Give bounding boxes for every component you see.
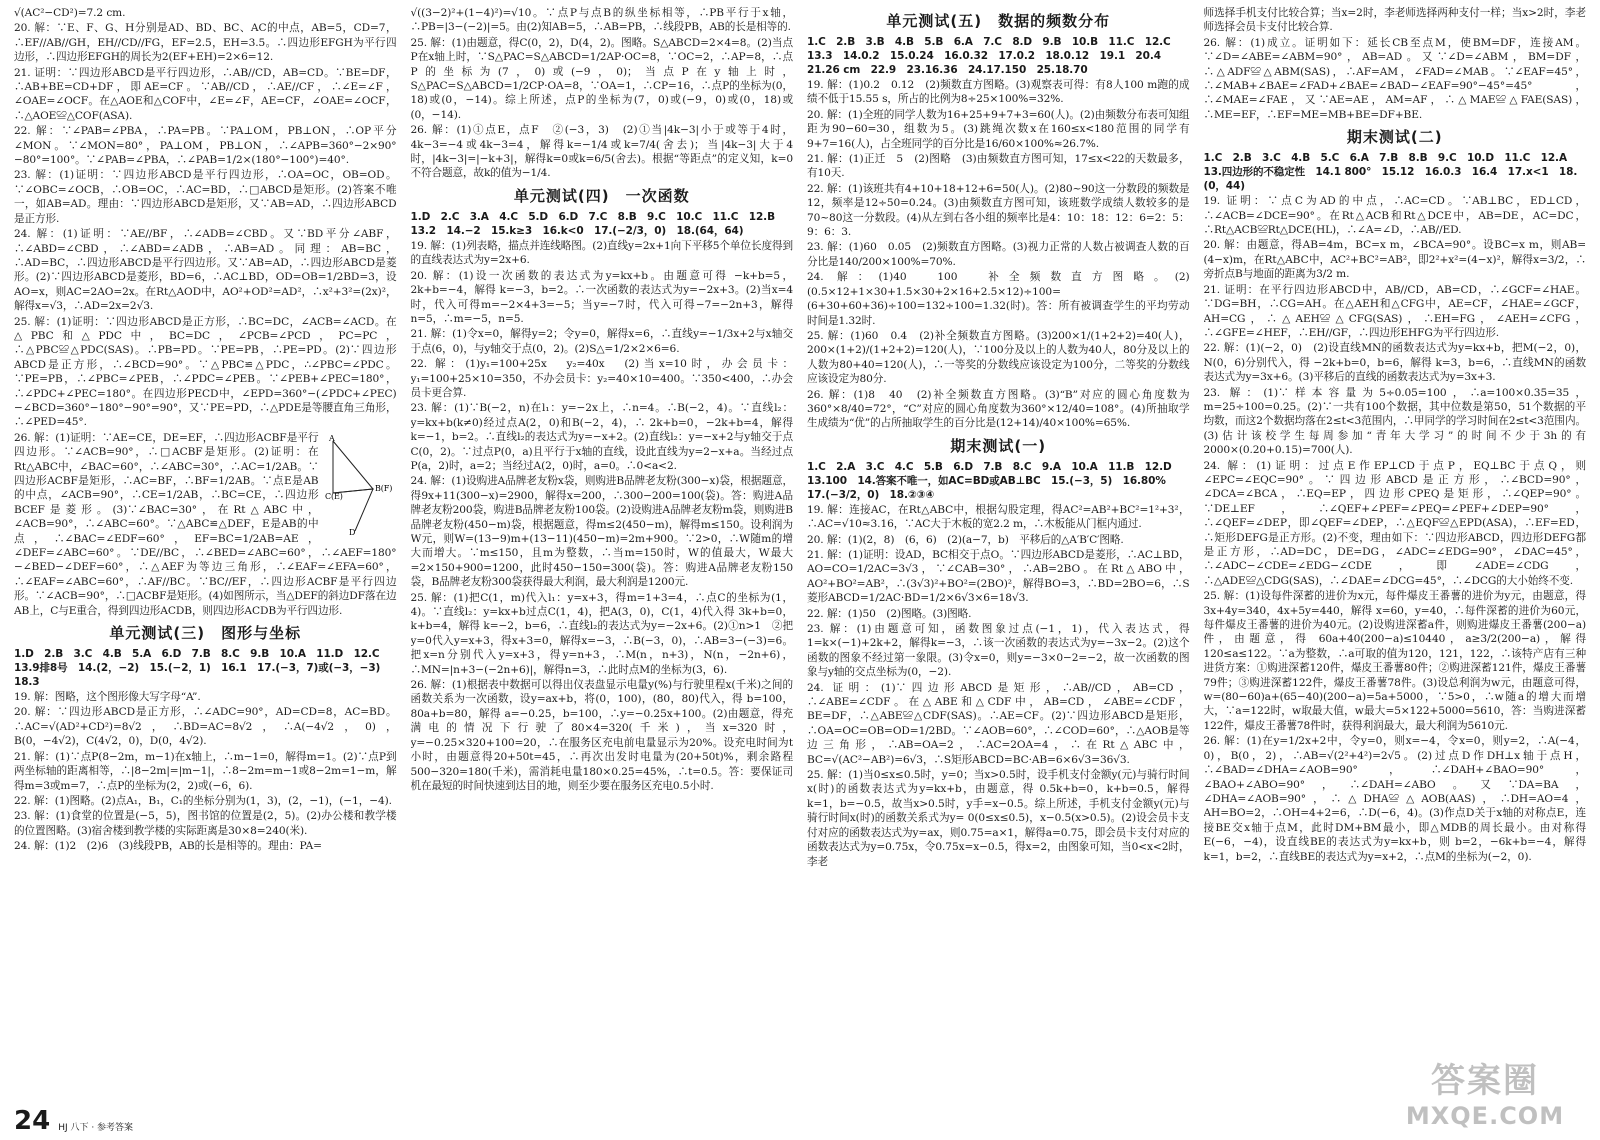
column-3 — [807, 6, 1190, 1106]
solution-paragraph: 24. 解：(1)40 100 补全频数直方图略。(2)(0.5×12+1×30+1.5×30+2×16+2.5×12)÷100=(6+30+60+36)÷100=132÷100=1.32(时)。答：所有被调查学生的平均劳动时间是1.32时. — [807, 271, 1190, 327]
page-number: 24 — [14, 1106, 51, 1136]
solution-paragraph: 23. 解：(1)60 0.05 (2)频数直方图略。(3)视力正常的人数占被调查人数的百分比是140/200×100%=70%. — [807, 241, 1190, 268]
solution-paragraph: 23. 解：(1)∵B(−2，n)在l₁：y=−2x上，∴n=4。∴B(−2，4)。∵直线l₂：y=kx+b(k≠0)经过点A(2，0)和B(−2，4)，∴ 2k+b=0，−2k+b=4，解得 k=−1，b=2。∴直线l₂的表达式为y=−x+2。(2)直线l₂：y=−x+2与y轴交于点C(0，2)。∵过点P(0，a)且平行于x轴的直线，设此直线为y=2−x+a。当经过点P(a，2)时，a=2；当经过A(2，0)时，a=0。∴0<a<2. — [410, 402, 793, 472]
solution-paragraph: 25. 解：(1)设每件深蓄的进价为x元，每件爆皮王番薯的进价为y元，由题意，得 3x+4y=340，4x+5y=440，解得 x=60，y=40，∴每件深蓄的进价为60元，每件爆皮王番薯的进价为40元。(2)设购进深蓄a件，则购进爆皮王番薯(200−a)件，由题意，得 60a+40(200−a)≤10440，a≥3/2(200−a)，解得120≤a≤122。∵a为整数，∴a可取的值为120，121，122，∴该特产店有三种进货方案：①购进深蓄120件，爆皮王番薯80件；②购进深蓄121件，爆皮王番薯79件；③购进深蓄122件，爆皮王番薯78件。(3)设总利润为w元，由题意可得，w=(80−60)a+(65−40)(200−a)=5a+5000，∵5>0，∴w随a的增大而增大，∵a=122时，w取最大值，w最大=5×122+5000=5610，答：当购进深蓄122件，爆皮王番薯78件时，获得利润最大，最大利润为5610元. — [1203, 590, 1586, 732]
solution-paragraph: 19. 解：(1)列表略，描点并连线略图。(2)直线y=2x+1向下平移5个单位长度得到的直线表达式为y=2x+6. — [410, 239, 793, 267]
page-footer — [14, 1108, 133, 1134]
solution-paragraph: 22. 解：(1)y₁=100+25x y₂=40x (2)当x=10时，办会员卡：y₁=100+25×10=350，不办会员卡：y₂=40×10=400。∵350<400，∴办会员卡更合算. — [410, 358, 793, 399]
solution-paragraph: 20. 解：∵四边形ABCD是正方形，∴∠ADC=90°，AD=CD=8，AC=BD。∴AC=√(AD²+CD²)=8√2，∴BD=AC=8√2，∴A(−4√2，0)，B(0，−4√2)，C(4√2，0)，D(0，4√2). — [14, 706, 397, 748]
multiple-choice-answers: 1.D 2.B 3.C 4.B 5.A 6.D 7.B 8.C 9.B 10.A 11.D 12.C 13.9排8号 14.(2，−2) 15.(−2，1) 16.1 17.(−3，7)或(−3，−3) 18.3 — [14, 648, 391, 689]
solution-paragraph: 25. 解：(1)证明：∵四边形ABCD是正方形，∴BC=DC，∠ACB=∠ACD。在△PBC和△PDC中，BC=DC，∠PCB=∠PCD，PC=PC，∴△PBC≌△PDC(SAS)。∴PB=PD。∵PE=PB，∴PE=PD。(2)∵四边形ABCD是正方形，∴∠BCD=90°。∵△PBC≌△PDC，∴∠PBC=∠PDC。∵PE=PB，∴∠PBC=∠PEB，∴∠PDC=∠PEB。∵∠PEB+∠PEC=180°，∴∠PDC+∠PEC=180°。在四边形PECD中，∠EPD=360°−(∠PDC+∠PEC)−∠BCD=360°−180°−90°=90°，又∵PE=PD，∴△PDE是等腰直角三角形，∴∠PED=45°. — [14, 315, 397, 429]
watermark-logo — [1390, 1052, 1580, 1130]
solution-paragraph: 23. 解：(1)由题意可知，函数图象过点(−1，1)，代入表达式，得1=k×(−1)+2k+2，解得k=−3，∴该一次函数的表达式为y=−3x−2。(2)这个函数的图象不经过第一象限。(3)令x=0，则y=−3×0−2=−2，故一次函数的图象与y轴的交点坐标为(0，−2). — [807, 623, 1190, 679]
solution-paragraph: 24. 证明：(1)∵四边形ABCD是矩形，∴AB//CD，AB=CD，∴∠ABE=∠CDF。在△ABE和△CDF中，AB=CD，∠ABE=∠CDF，BE=DF，∴△ABE≌△CDF(SAS)。∴AE=CF。(2)∵四边形ABCD是矩形，∴OA=OC=OB=OD=1/2BD。∵∠AOB=60°，∴∠COD=60°，∴△AOB是等边三角形，∴AB=OA=2，∴AC=2OA=4，∴在Rt△ABC中，BC=√(AC²−AB²)=6√3，∴S矩形ABCD=BC·AB=6×6√3=36√3. — [807, 681, 1190, 766]
section-title: 单元测试(四) 一次函数 — [513, 186, 690, 205]
figure-label: D — [348, 527, 355, 537]
solution-paragraph: 21. 证明：∵四边形ABCD是平行四边形，∴AB//CD，AB=CD。∵BE=DF，∴AB+BE=CD+DF，即AE=CF。∵AB//CD，∴AE//CF，∴∠E=∠F，∠OAE=∠OCF。在△AOE和△COF中，∠E=∠F，AE=CF，∠OAE=∠OCF，∴△AOE≌△COF(ASA). — [14, 66, 397, 122]
solution-paragraph: 师选择手机支付比较合算；当x=2时，李老师选择两种支付一样；当x>2时，李老师选择会员卡支付比较合算. — [1203, 7, 1586, 34]
multiple-choice-answers: 1.C 2.A 3.C 4.C 5.B 6.D 7.B 8.C 9.A 10.A 11.B 12.D 13.100 14.答案不唯一，如AC=BD或AB⊥BC 15.(−3，5) 16.80% 17.(−3/2，0) 18.②③④ — [807, 460, 1183, 501]
figure-label: C(E) — [324, 491, 343, 501]
solution-paragraph: 25. 解：(1)当0≤x≤0.5时，y=0；当x>0.5时，设手机支付金额y(元)与骑行时间x(时)的函数表达式为y=kx+b，由题意，得 0.5k+b=0，k+b=0.5，解得 k=1，b=−0.5，故当x>0.5时，y手=x−0.5。综上所述，手机支付金额y(元)与骑行时间x(时)的函数关系式为y= 0(0≤x≤0.5)，x−0.5(x>0.5)。(2)设会员卡支付对应的函数表达式为y=ax，则0.75=a×1，解得a=0.75，即会员卡支付对应的函数表达式为y=0.75x，令0.75x=x−0.5，得x=2，由图象可知，当0<x<2时，李老 — [807, 769, 1190, 868]
solution-paragraph: 20. 解：由题意，得AB=4m，BC=x m，∠BCA=90°。设BC=x m，则AB=(4−x)m，在Rt△ABC中，AC²+BC²=AB²，即2²+x²=(4−x)²，解得x=3/2，∴旁折点B与地面的距离为3/2 m. — [1203, 239, 1586, 281]
solution-paragraph: 26. 解：(1)8 40 (2)补全频数直方图略。(3)“B”对应的圆心角度数为360°×8/40=72°，“C”对应的圆心角度数为360°×12/40=108°。(4)所抽取学生成绩为“优”的占所抽取学生的百分比是(12+14)/40×100%=65%. — [807, 388, 1190, 430]
solution-paragraph: 20. 解：(1)全班的同学人数为16+25+9+7+3=60(人)。(2)由频数分布表可知组距为90−60=30，组数为5。(3)跳绳次数x在160≤x<180范围的同学有9+7=16(人)，占全班同学的百分比是16/60×100%≈26.7%. — [807, 108, 1190, 150]
solution-paragraph: 19. 解：连接AC，在Rt△ABC中，根据勾股定理，得AC²=AB²+BC²=1²+3²，∴AC=√10≈3.16，∵AC大于木板的宽2.2 m，∴木板能从门框内通过. — [807, 503, 1190, 531]
section-title: 单元测试(三) 图形与坐标 — [109, 624, 302, 643]
solution-paragraph: 21. 解：(1)证明：设AD，BC相交于点O。∵四边形ABCD是菱形，∴AC⊥BD，AO=CO=1/2AC=3√3，∵∠CAB=30°，∴AB=2BO。在Rt△ABO中，AO²+BO²=AB²，∴(3√3)²+BO²=(2BO)²，解得BO=3，∴BD=2BO=6，∴S菱形ABCD=1/2AC·BD=1/2×6√3×6=18√3. — [807, 548, 1190, 605]
solution-paragraph: 21. 解：(1)正迁 5 (2)图略 (3)由频数直方图可知，17≤x<22的天数最多，有10天. — [807, 153, 1190, 180]
solution-paragraph: 19. 解：(1)0.2 0.12 (2)频数直方图略。(3)观察表可得：有8人100 m跑的成绩不低于15.55 s，所占的比例为8÷25×100%=32%. — [807, 79, 1190, 106]
columns — [14, 6, 1586, 1106]
footer-label: HJ 八下 · 参考答案 — [58, 1123, 134, 1133]
solution-paragraph: 26. 解：(1)在y=1/2x+2中，令y=0，则x=−4，令x=0，则y=2，∴A(−4，0)，B(0，2)，∴AB=√(2²+4²)=2√5。(2)过点D作DH⊥x轴于点H，∴∠BAD=∠DHA=∠AOB=90°，∴∠DAH+∠BAO=90°，∠BAO+∠ABO=90°，∴∠DAH=∠ABO。又∵DA=BA，∠DHA=∠AOB=90°，∴△DHA≌△AOB(AAS)，∴DH=AO=4，AH=BO=2，∴OH=4+2=6，∴D(−6，4)。(3)作点D关于x轴的对称点E，连接BE交x轴于点M，此时DM+BM最小，即△MDB的周长最小。由对称得E(−6，−4)，设直线BE的表达式为y=kx+b，则 b=2，−6k+b=−4，解得 k=1，b=2，∴直线BE的表达式为y=x+2，∴点M的坐标为(−2，0). — [1203, 735, 1586, 863]
solution-paragraph: 21. 解：(1)令x=0，解得y=2；令y=0，解得x=6，∴直线y=−1/3x+2与x轴交于点(6，0)，与y轴交于点(0，2)。(2)S△=1/2×2×6=6. — [410, 328, 793, 355]
solution-paragraph: 22. 解：(1)该班共有4+10+18+12+6=50(人)。(2)80~90这一分数段的频数是12，频率是12÷50=0.24。(3)由频数直方图可知，该班数学成绩人数较多的是70~80这一分数段。(4)从左到右各小组的频率比是4：10：18：12：6=2：5：9：6：3. — [807, 182, 1190, 239]
solution-paragraph: 24. 解：(1)2 (2)6 (3)线段PB，AB的长是相等的。理由：PA= — [14, 840, 322, 853]
multiple-choice-answers: 1.C 2.B 3.B 4.B 5.B 6.A 7.C 8.D 9.B 10.B 11.C 12.C 13.3 14.0.2 15.0.24 16.0.32 17.0.2 18.0.12 19.1 20.4 21.26 cm 22.9 23.16.36 24.17.150 25.18.70 — [807, 36, 1182, 76]
solution-paragraph: 25. 解：(1)60 0.4 (2)补全频数直方图略。(3)200×1/(1+2+2)=40(人)，200×(1+2)/(1+2+2)=120(人)，∵100分及以上的人数为40人，80分及以上的人数为80+40=120(人)，∴一等奖的分数线应该设定为100分，二等奖的分数线应该设定为80分. — [807, 329, 1190, 386]
solution-paragraph: 26. 解：(1)成立。证明如下：延长CB至点M，使BM=DF，连接AM。∵∠D=∠ABE=∠ABM=90°，AB=AD。又∵∠D=∠ABM，BM=DF，∴△ADF≌△ABM(SAS)，∴AF=AM，∠FAD=∠MAB。∵∠EAF=45°，∴∠MAB+∠BAE=∠FAD+∠BAE=∠BAD−∠EAF=90°−45°=45°，∴∠MAE=∠FAE，又∵AE=AE，AM=AF，∴△MAE≌△FAE(SAS)，∴ME=EF，∴EF=ME=MB+BE=DF+BE. — [1203, 36, 1586, 121]
solution-paragraph: 26. 解：(1)证明：∵AE=CE，DE=EF，∴四边形ACBF是平行四边形。∵∠ACB=90°，∴□ACBF是矩形。(2)证明：在Rt△ABC中，∠BAC=60°，∴∠ABC=30°，∴AC=1/2AB。∵四边形ACBF是矩形，∴AC=BF，∴BF=1/2AB。∵点E是AB的中点，∠ACB=90°，∴CE=1/2AB，∴BC=CE，∴四边形BCEF是菱形。(3)∵∠BAC=30°，在Rt△ABC中，∠ACB=90°，∴∠ABC=60°。∵△ABC≌△DEF，E是AB的中点，∴∠BAC=∠EDF=60°，EF=BC=1/2AB=AE，∠DEF=∠ABC=60°。∵DE//BC，∴∠BED=∠ABC=60°，∴∠AEF=180°−∠BED−∠DEF=60°，∴△AEF为等边三角形，∴∠EAF=∠EFA=60°，∴∠EAF=∠ABC=60°，∴AF//BC。∵BC//EF，∴四边形ACBF是平行四边形。∵∠ACB=90°，∴□ACBF是矩形。(4)如图所示，当△DEF的斜边DF落在边AB上，C与E重合，得到四边形ACDB，则四边形ACDB为平行四边形. — [14, 431, 397, 617]
solution-paragraph: √(AC²−CD²)=7.2 cm. — [14, 7, 126, 19]
column-1 — [14, 6, 397, 1106]
column-4 — [1204, 6, 1587, 1106]
solution-paragraph: 21. 证明：在平行四边形ABCD中，AB//CD，AB=CD，∴∠GCF=∠HAE。∵DG=BH，∴CG=AH。在△AEH和△CFG中，AE=CF，∠HAE=∠GCF，AH=CG，∴△AEH≌△CFG(SAS)，∴EH=FG，∠AEH=∠CFG，∴∠GFE=∠HEF，∴EH//GF，∴四边形EHFG为平行四边形. — [1203, 283, 1586, 339]
figure-label: B(F) — [374, 483, 392, 493]
watermark-sub-text: MXQE.COM — [1405, 1101, 1565, 1130]
solution-paragraph: 20. 解：(1)设一次函数的表达式为y=kx+b。由题意可得 −k+b=5，2k+b=−4，解得 k=−3，b=2。∴一次函数的表达式为y=−2x+3。(2)当x=4时，代入可得m=−2×4+3=−5；当y=−7时，代入可得−7=−2n+3，解得n=5，∴m=−5，n=5. — [410, 269, 793, 325]
solution-paragraph: 24. 解：(1)设购进A品牌老友粉x袋，则购进B品牌老友粉(300−x)袋，根据题意，得9x+11(300−x)=2900，解得x=200，∴300−200=100(袋)。答：购进A品牌老友粉200袋，购进B品牌老友粉100袋。(2)设购进A品牌老友粉m袋，则购进B品牌老友粉(450−m)袋，根据题意，得m≤2(450−m)，解得m≤150。设利润为W元，则W=(13−9)m+(13−11)(450−m)=2m+900。∵2>0，∴W随m的增大而增大。∵m≤150，且m为整数，∴当m=150时，W的值最大，W最大=2×150+900=1200，此时450−150=300(袋)。答：购进A品牌老友粉150袋，B品牌老友粉300袋获得最大利润，最大利润是1200元. — [410, 475, 793, 589]
solution-paragraph: 26. 解：(1)①点E，点F ②(−3，3) (2)①当|4k−3|小于或等于4时，4k−3=−4或4k−3=4，解得k=−1/4或k=7/4(舍去)；当|4k−3|大于4时，|4k−3|=|−k+3|，解得k=0或k=6/5(舍去)。根据“等距点”的定义知，k=0不符合题意，故k的值为−1/4. — [410, 124, 793, 180]
section-title: 单元测试(五) 数据的频数分布 — [886, 12, 1111, 30]
figure-label: A — [328, 433, 335, 443]
watermark-main-text: 答案圈 — [1431, 1060, 1539, 1101]
column-2 — [411, 6, 794, 1106]
geometry-figure — [325, 433, 395, 537]
solution-paragraph: 22. 解：(1)50 (2)图略。(3)图略. — [807, 607, 972, 620]
solution-paragraph: 23. 解：(1)∵样本容量为5÷0.05=100，∴a=100×0.35=35，m=25÷100=0.25。(2)∵一共有100个数据，其中位数是第50，51个数据的平均数，而这2个数据均落在2≤t<3范围内，∴甲同学的学习时间在2≤t<3范围内。(3)估计该校学生每周参加“青年大学习”的时间不少于3h的有2000×(0.20+0.15)=700(人). — [1203, 386, 1586, 457]
solution-paragraph: 21. 解：(1)∵点P(8−2m，m−1)在x轴上，∴m−1=0，解得m=1。(2)∵点P到两坐标轴的距离相等，∴|8−2m|=|m−1|，∴8−2m=m−1或8−2m=1−m，解得m=3或m=7，∴点P的坐标为(2，2)或(−6，6). — [14, 750, 397, 792]
solution-paragraph: 20. 解：∵E、F、G、H分别是AD、BD、BC、AC的中点，AB=5，CD=7，∴EF//AB//GH，EH//CD//FG，EF=2.5，EH=3.5。∴四边形EFGH为平行四边形，∴四边形EFGH的周长为2(EF+EH)=2×6=12. — [14, 22, 397, 64]
solution-paragraph: 19. 证明：∵点C为AD的中点，∴AC=CD。∵AB⊥BC，ED⊥CD，∴∠ACB=∠DCE=90°。在Rt△ACB和Rt△DCE中，AB=DE，AC=DC，∴Rt△ACB≌Rt△DCE(HL)，∴∠A=∠D，∴AB//ED. — [1203, 195, 1586, 237]
solution-paragraph: 23. 解：(1)证明：∵四边形ABCD是平行四边形，∴OA=OC，OB=OD。∵∠OBC=∠OCB，∴OB=OC，∴AC=BD，∴□ABCD是矩形。(2)答案不唯一，如AB=AD。理由：∵四边形ABCD是矩形，又∵AB=AD，∴四边形ABCD是正方形. — [14, 169, 397, 225]
solution-paragraph: 19. 解：图略，这个图形像大写字母“A”. — [14, 691, 201, 704]
multiple-choice-answers: 1.D 2.C 3.A 4.C 5.D 6.D 7.C 8.B 9.C 10.C 11.C 12.B 13.2 14.−2 15.k≥3 16.k<0 17.(−2/3，0) 18.(64，64) — [410, 210, 786, 237]
triangle-abc — [333, 441, 373, 493]
multiple-choice-answers: 1.C 2.B 3.C 4.B 5.C 6.A 7.B 8.B 9.C 10.D 11.C 12.A 13.四边形的不稳定性 14.1 800° 15.12 16.0.3 16.4 17.x<1 18.(0，44) — [1203, 152, 1578, 193]
solution-paragraph: 22. 解：(1)图略。(2)点A₁，B₁，C₁的坐标分别为(1，3)，(2，−1)，(−1，−4). — [14, 794, 392, 807]
solution-paragraph: 26. 解：(1)根据表中数据可以得出仪表盘显示电量y(%)与行驶里程x(千米)之间的函数关系为一次函数，设y=ax+b，将(0，100)，(80，80)代入，得 b=100，80a+b=80，解得 a=−0.25，b=100，∴y=−0.25x+100。(2)由题意，得充满电的情况下行驶了80×4=320(千米)，当x=320时，y=−0.25×320+100=20，∴在服务区充电前电量显示为20%。设充电时间为t小时，由题意得20+50t=45，∴再次出发时电量为(20+50t)%，剩余路程500−320=180(千米)，需消耗电量180×0.25=45%，∴t=0.5。答：要保证司机在最短的时间快速到达目的地，则至少要在服务区充电0.5小时. — [410, 679, 793, 792]
section-title: 期末测试(二) — [1346, 128, 1443, 147]
solution-paragraph: 22. 解：(1)(−2，0) (2)设直线MN的函数表达式为y=kx+b，把M(−2，0)，N(0，6)分别代入，得 −2k+b=0，b=6，解得 k=3，b=6，∴直线MN的函数表达式为y=3x+6。(3)平移后的直线的函数表达式为y=3x+3. — [1203, 342, 1586, 384]
solution-paragraph: 24. 解：(1)证明：∵AE//BF，∴∠ADB=∠CBD。又∵BD平分∠ABF，∴∠ABD=∠CBD，∴∠ABD=∠ADB，∴AB=AD。同理：AB=BC，∴AD=BC，∴四边形ABCD是平行四边形。又∵AB=AD，∴四边形ABCD是菱形。(2)∵四边形ABCD是菱形，BD=6，∴AC⊥BD，OD=OB=1/2BD=3，设AO=x，则AC=2AO=2x。在Rt△AOD中，AO²+OD²=AD²，∴x²+3²=(2x)²，解得x=√3，∴AD=2x=2√3. — [14, 228, 397, 313]
solution-paragraph: √((3−2)²+(1−4)²)=√10。∵点P与点B的纵坐标相等，∴PB平行于x轴，∴PB=|3−(−2)|=5。由(2)知AB=5，∴AB=PB，∴线段PB，AB的长是相等的. — [410, 7, 793, 34]
solution-paragraph: 24. 解：(1)证明：过点E作EP⊥CD于点P，EQ⊥BC于点Q，则∠EPC=∠EQC=90°。∵四边形ABCD是正方形，∴∠BCD=90°，∠DCA=∠BCA，∴EQ=EP，四边形CPEQ是矩形，∴∠QEP=90°。∵DE⊥EF，∴∠QEF+∠PEF=∠PEQ=∠PEF+∠DEP=90°，∴∠QEF=∠DEP，即∠QEF=∠DEP，∴△EQF≌△EPD(ASA)，∴EF=ED，∴矩形DEFG是正方形。(2)不变，理由如下：∵四边形ABCD，四边形DEFG都是正方形，∴AD=DC，DE=DG，∠ADC=∠EDG=90°，∠DAC=45°，∴∠ADC−∠CDE=∠EDG−∠CDE，即∠ADE=∠CDG，∴△ADE≌△CDG(SAS)，∴∠DAE=∠DCG=45°，∴∠DCG的大小始终不变. — [1203, 459, 1586, 587]
solution-paragraph: 23. 解：(1)食堂的位置是(−5，5)，图书馆的位置是(2，5)。(2)办公楼和教学楼的位置图略。(3)宿舍楼到教学楼的实际距离是30×8=240(米). — [14, 810, 397, 837]
solution-paragraph: 25. 解：(1)把C(1，m)代入l₁：y=x+3，得m=1+3=4，∴点C的坐标为(1，4)。∵直线l₂：y=kx+b过点C(1，4)，把A(3，0)，C(1，4)代入得 3k+b=0，k+b=4，解得 k=−2，b=6，∴直线l₂的表达式为y=−2x+6。(2)①n>1 ②把y=0代入y=x+3，得x+3=0，解得x=−3，∴B(−3，0)，∴AB=3−(−3)=6。把x=n分别代入y=x+3，得y=n+3，∴M(n，n+3)，N(n，−2n+6)，∴MN=|n+3−(−2n+6)|，解得n=3，∴此时点M的坐标为(3，6). — [410, 591, 793, 676]
solution-paragraph: 20. 解：(1)(2，8) (6，6) (2)(a−7，b) 平移后的△A′B′C′图略. — [807, 533, 1124, 546]
solution-paragraph: 25. 解：(1)由题意，得C(0，2)，D(4，2)。图略。S△ABCD=2×4=8。(2)当点P在x轴上时，∵S△PAC=S△ABCD=1/2AP·OC=8，∵OC=2，∴AP=8，∴点P的坐标为(7，0)或(−9，0)；当点P在y轴上时，S△PAC=S△ABCD=1/2CP·OA=8，∵OA=1，∴CP=16，∴点P的坐标为(0，18)或(0，−14)。综上所述，点P的坐标为(7，0)或(−9，0)或(0，18)或(0，−14). — [410, 36, 793, 121]
section-title: 期末测试(一) — [950, 436, 1047, 455]
solution-paragraph: 22. 解：∵∠PAB=∠PBA，∴PA=PB。∵PA⊥OM，PB⊥ON，∴OP平分∠MON。∵∠MON=80°，PA⊥OM，PB⊥ON，∴∠APB=360°−2×90°−80°=100°。∵∠PAB=∠PBA，∴∠PAB=1/2×(180°−100°)=40°. — [14, 125, 397, 167]
